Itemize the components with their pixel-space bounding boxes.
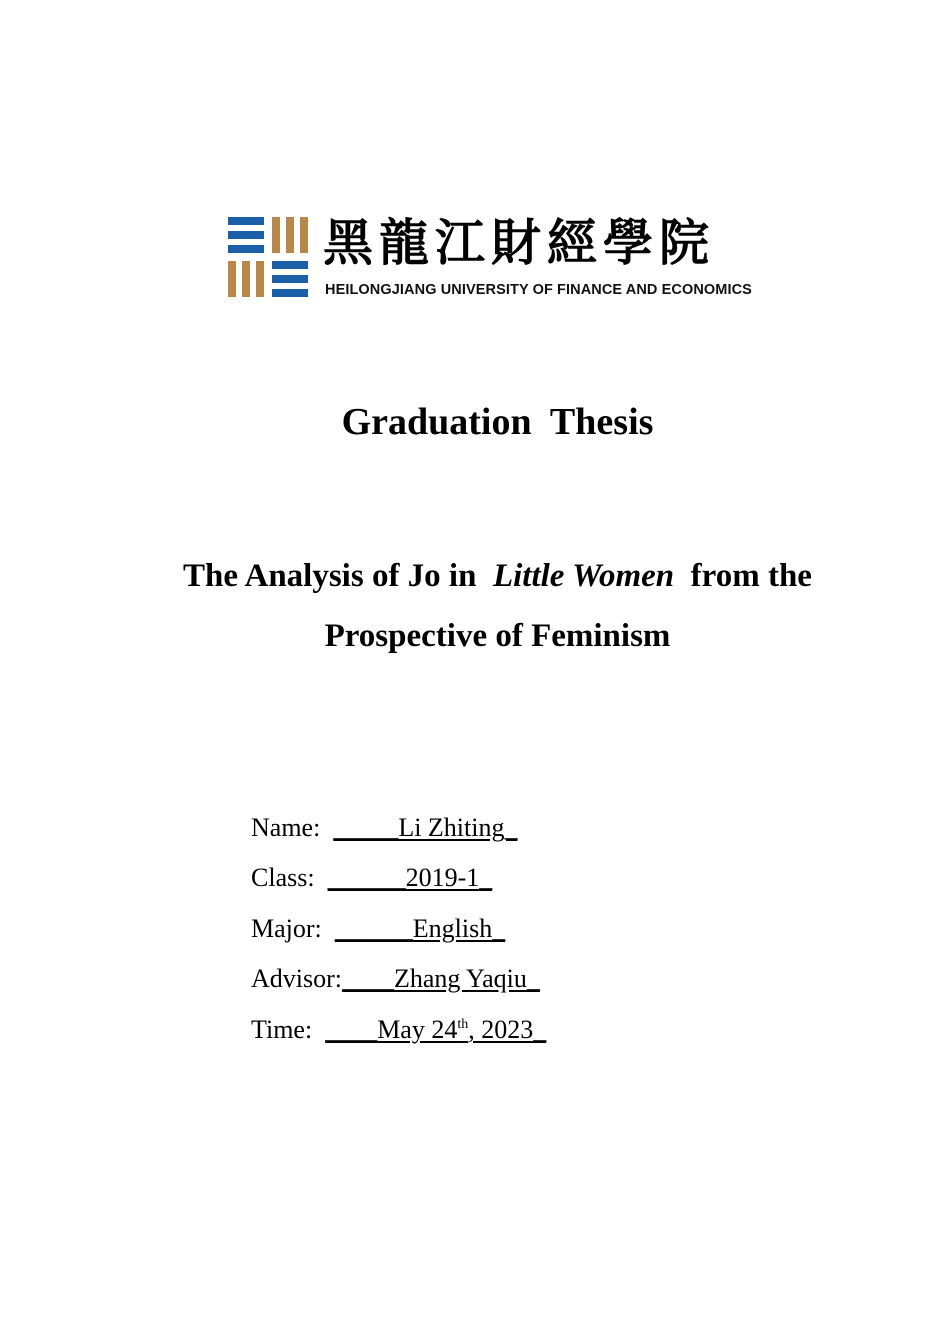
time-label: Time: [251,1015,326,1044]
logo-chinese-name: 黑龍江財經學院 [323,213,715,272]
info-row-name [251,812,517,844]
time-value-date: ____May 24 [325,1015,458,1044]
name-value: _____Li Zhiting_ [333,813,518,842]
info-row-advisor [251,963,540,995]
title-text-post: from the [674,558,812,594]
thesis-title-line-1 [0,558,950,595]
advisor-value: ____Zhang Yaqiu_ [342,964,540,993]
major-label: Major: [251,914,335,943]
time-value-year: , 2023_ [468,1015,547,1044]
thesis-title-line-2: Prospective of Feminism [324,618,671,654]
advisor-label: Advisor: [251,964,342,993]
title-text-pre: The Analysis of Jo in [183,558,493,594]
name-label: Name: [251,813,334,842]
info-row-major [251,913,505,945]
major-value: ______English_ [334,914,506,943]
time-value [325,1015,546,1044]
time-value-ordinal: th [457,1017,469,1032]
info-row-class [251,862,492,894]
class-value: ______2019-1_ [327,863,493,892]
info-row-time [251,1014,546,1046]
title-book-name: Little Women [492,558,675,594]
class-label: Class: [251,863,328,892]
logo-mark-icon [228,216,308,298]
university-logo [228,210,773,300]
logo-english-name: HEILONGJIANG UNIVERSITY OF FINANCE AND ECONOMICS [325,282,752,298]
document-type-heading: Graduation Thesis [341,401,654,443]
